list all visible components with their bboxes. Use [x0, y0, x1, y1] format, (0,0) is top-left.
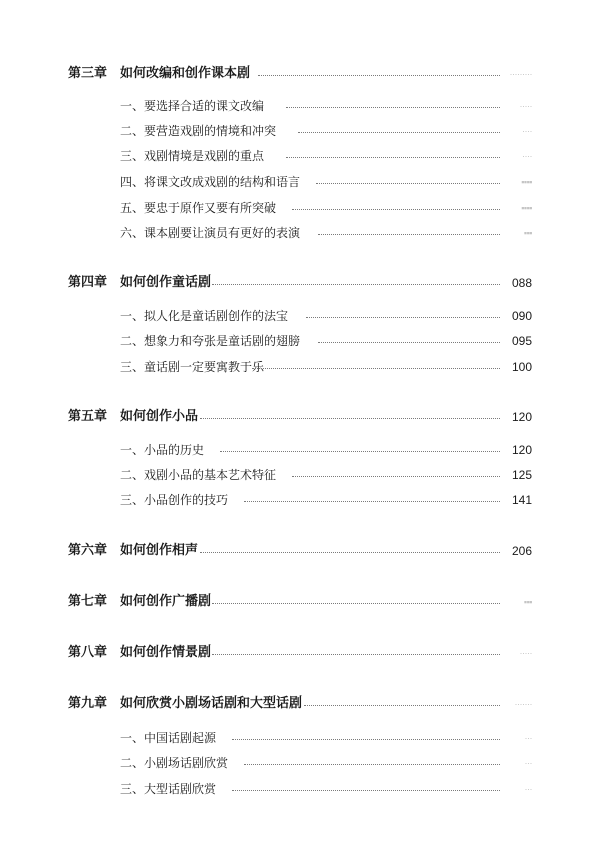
dot-leader	[244, 764, 500, 765]
page-number: 090	[511, 309, 532, 323]
toc-chapter-3[interactable]	[0, 64, 616, 84]
dot-leader	[244, 501, 500, 502]
section-title: 一、中国话剧起源	[120, 731, 217, 745]
page-number: ·········	[509, 69, 532, 79]
page-number: 095	[511, 334, 532, 348]
dot-leader	[200, 552, 500, 553]
page-number: 100	[511, 360, 532, 374]
page-number: ▪▪▪▪	[521, 203, 532, 213]
page-number: ···	[524, 784, 532, 794]
chapter-title: 如何改编和创作课本剧	[120, 66, 251, 81]
dot-leader	[292, 209, 500, 210]
toc-section[interactable]	[0, 490, 616, 510]
chapter-number: 第四章	[68, 275, 108, 290]
toc-chapter-6[interactable]	[0, 541, 616, 561]
dot-leader	[200, 418, 500, 419]
toc-section[interactable]	[0, 753, 616, 773]
chapter-title: 如何创作童话剧	[120, 275, 212, 290]
dot-leader	[286, 157, 500, 158]
dot-leader	[318, 234, 500, 235]
dot-leader	[220, 451, 500, 452]
toc-section[interactable]	[0, 779, 616, 799]
dot-leader	[232, 790, 500, 791]
chapter-title: 如何创作相声	[120, 543, 199, 558]
section-title: 三、小品创作的技巧	[120, 493, 229, 507]
toc-section[interactable]	[0, 357, 616, 377]
toc-chapter-9[interactable]	[0, 694, 616, 714]
toc-section[interactable]	[0, 198, 616, 218]
toc-section[interactable]	[0, 146, 616, 166]
toc-section[interactable]	[0, 440, 616, 460]
page-number: ·····	[519, 101, 532, 111]
dot-leader	[212, 654, 500, 655]
page-number: ▪▪▪	[523, 228, 532, 238]
dot-leader	[258, 75, 500, 76]
page-number: 141	[511, 493, 532, 507]
toc-section[interactable]	[0, 331, 616, 351]
section-title: 四、将课文改成戏剧的结构和语言	[120, 175, 301, 189]
page-number: 120	[511, 410, 532, 424]
toc-section[interactable]	[0, 121, 616, 141]
section-title: 二、要营造戏剧的情境和冲突	[120, 124, 277, 138]
section-title: 二、想象力和夸张是童话剧的翅膀	[120, 334, 301, 348]
page-number: ···	[524, 758, 532, 768]
page-number: 088	[511, 276, 532, 290]
toc-chapter-7[interactable]	[0, 592, 616, 612]
toc-section[interactable]	[0, 223, 616, 243]
chapter-number: 第九章	[68, 696, 108, 711]
page-number: 206	[511, 544, 532, 558]
dot-leader	[286, 107, 500, 108]
page-number: ·····	[519, 648, 532, 658]
section-title: 一、要选择合适的课文改编	[120, 99, 265, 113]
section-title: 五、要忠于原作又要有所突破	[120, 201, 277, 215]
chapter-title: 如何创作小品	[120, 409, 199, 424]
page-number: 125	[511, 468, 532, 482]
chapter-title: 如何创作广播剧	[120, 594, 212, 609]
section-title: 三、大型话剧欣赏	[120, 782, 217, 796]
dot-leader	[292, 476, 500, 477]
page-number: ····	[522, 151, 532, 161]
chapter-title: 如何欣赏小剧场话剧和大型话剧	[120, 696, 303, 711]
section-title: 三、戏剧情境是戏剧的重点	[120, 149, 265, 163]
section-title: 一、拟人化是童话剧创作的法宝	[120, 309, 289, 323]
chapter-number: 第五章	[68, 409, 108, 424]
dot-leader	[232, 739, 500, 740]
toc-chapter-4[interactable]	[0, 273, 616, 293]
chapter-number: 第六章	[68, 543, 108, 558]
dot-leader	[298, 132, 500, 133]
section-title: 三、童话剧一定要寓教于乐	[120, 360, 265, 374]
toc-section[interactable]	[0, 96, 616, 116]
toc-section[interactable]	[0, 728, 616, 748]
page-number: ·······	[514, 699, 532, 709]
page-number: ····	[522, 126, 532, 136]
toc-chapter-8[interactable]	[0, 643, 616, 663]
page-number: ▪▪▪▪	[521, 177, 532, 187]
toc-section[interactable]	[0, 172, 616, 192]
dot-leader	[212, 603, 500, 604]
dot-leader	[212, 284, 500, 285]
toc-section[interactable]	[0, 306, 616, 326]
section-title: 六、课本剧要让演员有更好的表演	[120, 226, 301, 240]
section-title: 一、小品的历史	[120, 443, 205, 457]
page-number: ···	[524, 733, 532, 743]
dot-leader	[318, 342, 500, 343]
dot-leader	[304, 705, 500, 706]
toc-chapter-5[interactable]	[0, 407, 616, 427]
page-number: 120	[511, 443, 532, 457]
section-title: 二、小剧场话剧欣赏	[120, 756, 229, 770]
page-number: ▪▪▪	[523, 597, 532, 607]
toc-section[interactable]	[0, 465, 616, 485]
section-title: 二、戏剧小品的基本艺术特征	[120, 468, 277, 482]
dot-leader	[306, 317, 500, 318]
chapter-number: 第七章	[68, 594, 108, 609]
chapter-number: 第八章	[68, 645, 108, 660]
chapter-title: 如何创作情景剧	[120, 645, 212, 660]
chapter-number: 第三章	[68, 66, 108, 81]
dot-leader	[316, 183, 500, 184]
dot-leader	[252, 368, 500, 369]
